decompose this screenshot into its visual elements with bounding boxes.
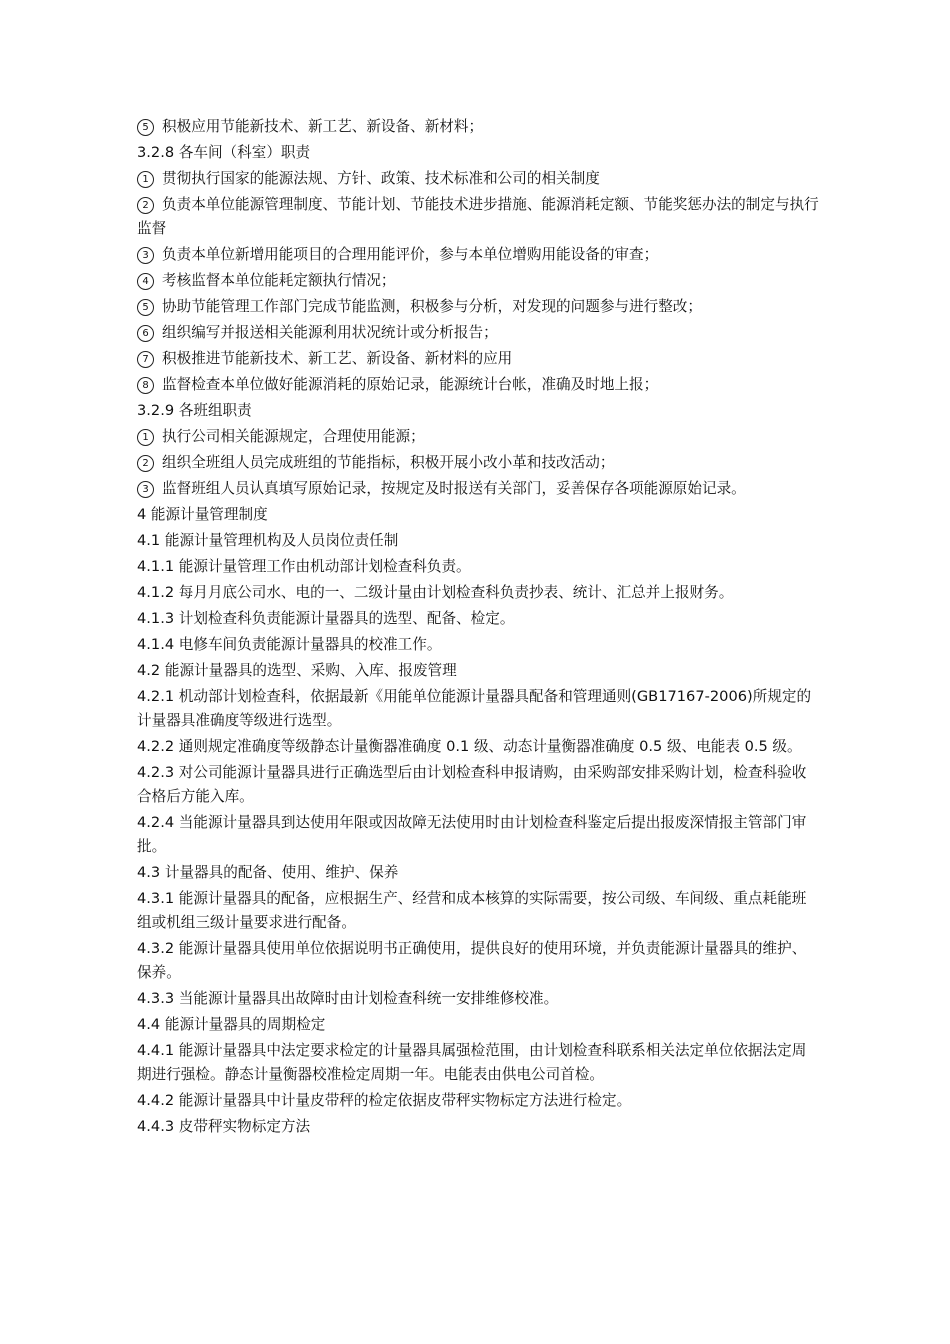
- paragraph: [137, 633, 820, 657]
- paragraph: [137, 811, 820, 859]
- list-item: [137, 477, 820, 501]
- paragraph-text: 4.1.1 能源计量管理工作由机动部计划检查科负责。: [137, 558, 471, 575]
- list-item-text: 积极应用节能新技术、新工艺、新设备、新材料；: [162, 118, 484, 135]
- list-item: [137, 425, 820, 449]
- list-item-text: 负责本单位新增用能项目的合理用能评价，参与本单位增购用能设备的审查；: [162, 246, 659, 263]
- section-heading-4-4: [137, 1013, 820, 1037]
- list-item: [137, 115, 820, 139]
- circled-number-marker: 1: [137, 171, 154, 188]
- heading-text: 4 能源计量管理制度: [137, 506, 268, 523]
- list-item-text: 组织全班组人员完成班组的节能指标，积极开展小改小革和技改活动；: [162, 454, 615, 471]
- list-item: [137, 193, 820, 241]
- list-item: [137, 243, 820, 267]
- list-item-text: 监督班组人员认真填写原始记录，按规定及时报送有关部门，妥善保存各项能源原始记录。: [162, 480, 746, 497]
- circled-number-marker: 2: [137, 197, 154, 214]
- circled-number-marker: 6: [137, 325, 154, 342]
- circled-number-marker: 3: [137, 481, 154, 498]
- paragraph: [137, 581, 820, 605]
- paragraph-text: 4.4.2 能源计量器具中计量皮带秤的检定依据皮带秤实物标定方法进行检定。: [137, 1092, 632, 1109]
- list-item-text: 考核监督本单位能耗定额执行情况；: [162, 272, 396, 289]
- paragraph-text: 4.3.2 能源计量器具使用单位依据说明书正确使用，提供良好的使用环境，并负责能源计量器具的维护、保养。: [137, 940, 807, 981]
- heading-text: 4.4 能源计量器具的周期检定: [137, 1016, 326, 1033]
- list-item: [137, 373, 820, 397]
- list-item: [137, 167, 820, 191]
- paragraph: [137, 1039, 820, 1087]
- paragraph: [137, 735, 820, 759]
- circled-number-marker: 4: [137, 273, 154, 290]
- circled-number-marker: 5: [137, 299, 154, 316]
- list-item-text: 贯彻执行国家的能源法规、方针、政策、技术标准和公司的相关制度: [162, 170, 600, 187]
- paragraph: [137, 607, 820, 631]
- list-item-text: 监督检查本单位做好能源消耗的原始记录，能源统计台帐，准确及时地上报；: [162, 376, 659, 393]
- list-item: [137, 295, 820, 319]
- paragraph: [137, 887, 820, 935]
- paragraph: [137, 761, 820, 809]
- paragraph-text: 4.1.3 计划检查科负责能源计量器具的选型、配备、检定。: [137, 610, 515, 627]
- section-heading-4-2: [137, 659, 820, 683]
- paragraph-text: 4.2.1 机动部计划检查科，依据最新《用能单位能源计量器具配备和管理通则(GB17167-2006)所规定的计量器具准确度等级进行选型。: [137, 688, 812, 729]
- paragraph: [137, 1089, 820, 1113]
- circled-number-marker: 2: [137, 455, 154, 472]
- section-heading-4: [137, 503, 820, 527]
- document-body: [137, 115, 820, 1141]
- list-item: [137, 347, 820, 371]
- list-item-text: 协助节能管理工作部门完成节能监测，积极参与分析，对发现的问题参与进行整改；: [162, 298, 702, 315]
- list-item-text: 组织编写并报送相关能源利用状况统计或分析报告；: [162, 324, 498, 341]
- section-heading-3-2-9: [137, 399, 820, 423]
- paragraph-text: 4.3.3 当能源计量器具出故障时由计划检查科统一安排维修校准。: [137, 990, 559, 1007]
- paragraph: [137, 555, 820, 579]
- heading-text: 4.2 能源计量器具的选型、采购、入库、报废管理: [137, 662, 457, 679]
- heading-text: 4.1 能源计量管理机构及人员岗位责任制: [137, 532, 399, 549]
- heading-text: 3.2.8 各车间（科室）职责: [137, 144, 311, 161]
- list-item: [137, 451, 820, 475]
- list-item-text: 负责本单位能源管理制度、节能计划、节能技术进步措施、能源消耗定额、节能奖惩办法的制定与执行监督: [137, 196, 819, 237]
- section-heading-4-1: [137, 529, 820, 553]
- circled-number-marker: 8: [137, 377, 154, 394]
- paragraph-text: 4.2.3 对公司能源计量器具进行正确选型后由计划检查科申报请购，由采购部安排采购计划，检查科验收合格后方能入库。: [137, 764, 807, 805]
- paragraph-text: 4.3.1 能源计量器具的配备，应根据生产、经营和成本核算的实际需要，按公司级、车间级、重点耗能班组或机组三级计量要求进行配备。: [137, 890, 807, 931]
- heading-text: 3.2.9 各班组职责: [137, 402, 252, 419]
- section-heading-4-4-3: [137, 1115, 820, 1139]
- paragraph-text: 4.1.4 电修车间负责能源计量器具的校准工作。: [137, 636, 442, 653]
- list-item-text: 执行公司相关能源规定，合理使用能源；: [162, 428, 425, 445]
- paragraph: [137, 685, 820, 733]
- list-item: [137, 321, 820, 345]
- list-item: [137, 269, 820, 293]
- list-item-text: 积极推进节能新技术、新工艺、新设备、新材料的应用: [162, 350, 513, 367]
- circled-number-marker: 1: [137, 429, 154, 446]
- paragraph: [137, 937, 820, 985]
- paragraph-text: 4.2.4 当能源计量器具到达使用年限或因故障无法使用时由计划检查科鉴定后提出报废深情报主管部门审批。: [137, 814, 807, 855]
- circled-number-marker: 7: [137, 351, 154, 368]
- circled-number-marker: 3: [137, 247, 154, 264]
- section-heading-3-2-8: [137, 141, 820, 165]
- paragraph-text: 4.2.2 通则规定准确度等级静态计量衡器准确度 0.1 级、动态计量衡器准确度 0.5 级、电能表 0.5 级。: [137, 738, 802, 755]
- paragraph-text: 4.1.2 每月月底公司水、电的一、二级计量由计划检查科负责抄表、统计、汇总并上报财务。: [137, 584, 734, 601]
- section-heading-4-3: [137, 861, 820, 885]
- heading-text: 4.3 计量器具的配备、使用、维护、保养: [137, 864, 399, 881]
- circled-number-marker: 5: [137, 119, 154, 136]
- heading-text: 4.4.3 皮带秤实物标定方法: [137, 1118, 311, 1135]
- paragraph-text: 4.4.1 能源计量器具中法定要求检定的计量器具属强检范围，由计划检查科联系相关法定单位依据法定周期进行强检。静态计量衡器校准检定周期一年。电能表由供电公司首检。: [137, 1042, 807, 1083]
- paragraph: [137, 987, 820, 1011]
